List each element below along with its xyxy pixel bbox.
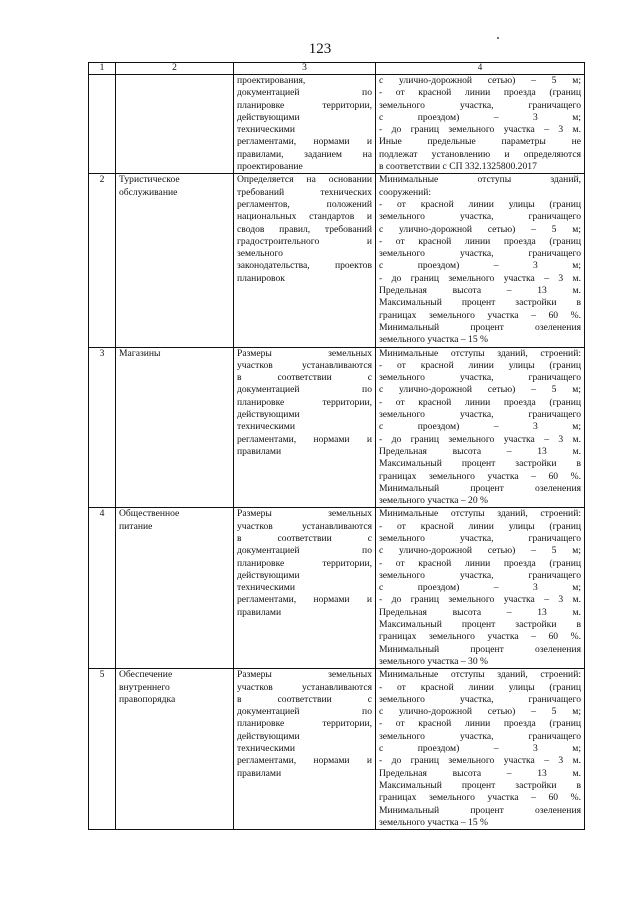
parameter-line: Максимальный процент застройки в: [379, 619, 581, 631]
parameter-line: земельного участка, граничащего: [379, 248, 581, 260]
parameter-line: с проездом) – 3 м;: [379, 111, 581, 123]
parameter-line: подлежат установлению и определяются: [379, 148, 581, 160]
use-type-name-line: обслуживание: [119, 186, 178, 198]
parcel-size-requirements: [234, 508, 376, 669]
parcel-size-line: планировке территории,: [237, 718, 372, 730]
parameter-line: с улично-дорожной сетью) – 5 м;: [379, 706, 581, 718]
parcel-size-line: техническими: [237, 743, 295, 755]
use-type-name-line: питание: [119, 520, 153, 532]
parameter-line: границах земельного участка – 60 %.: [379, 792, 581, 804]
table-row: [89, 75, 585, 174]
parcel-size-line: Размеры земельных: [237, 347, 372, 359]
parameter-line: - от красной линии проезда (границ: [379, 557, 581, 569]
parcel-size-requirements: [234, 669, 376, 830]
parameter-line: Максимальный процент застройки в: [379, 779, 581, 791]
use-type-name: [116, 508, 234, 669]
use-type-name-line: Магазины: [119, 347, 161, 359]
use-type-name: [116, 75, 234, 174]
parcel-size-line: техническими: [237, 124, 295, 136]
parameter-line: земельного участка, граничащего: [379, 569, 581, 581]
parcel-size-line: регламентами, нормами и: [237, 755, 372, 767]
header-col-4: 4: [376, 63, 585, 75]
parcel-size-line: требований технических: [237, 186, 372, 198]
building-parameters: [376, 669, 585, 830]
parameter-line: земельного участка – 15 %: [379, 816, 489, 828]
table-header-row: [89, 63, 585, 75]
parameter-line: земельного участка – 20 %: [379, 495, 489, 507]
parcel-size-line: правилами: [237, 767, 282, 779]
parcel-size-line: в соответствии с: [237, 372, 372, 384]
parameter-line: Минимальный процент озеленения: [379, 804, 581, 816]
parameter-line: - от красной линии проезда (границ: [379, 396, 581, 408]
parcel-size-requirements: [234, 174, 376, 347]
parameter-line: с улично-дорожной сетью) – 5 м;: [379, 545, 581, 557]
parcel-size-line: регламентами, нормами и: [237, 136, 372, 148]
building-parameters: [376, 508, 585, 669]
use-type-name-line: Обеспечение: [119, 669, 173, 681]
parcel-size-line: правилами: [237, 445, 282, 457]
parcel-size-line: участков устанавливаются: [237, 520, 372, 532]
parameter-line: земельного участка, граничащего: [379, 693, 581, 705]
parcel-size-line: земельного: [237, 248, 283, 260]
parcel-size-line: действующими: [237, 111, 300, 123]
building-parameters: [376, 174, 585, 347]
header-col-3: 3: [234, 63, 376, 75]
row-number: 2: [89, 174, 116, 347]
parameter-line: границах земельного участка – 60 %.: [379, 470, 581, 482]
parameter-line: границах земельного участка – 60 %.: [379, 309, 581, 321]
parameter-line: Минимальный процент озеленения: [379, 321, 581, 333]
parameter-line: Минимальный процент озеленения: [379, 482, 581, 494]
parcel-size-line: правилами: [237, 606, 282, 618]
building-parameters: [376, 347, 585, 508]
parameter-line: земельного участка, граничащего: [379, 409, 581, 421]
parcel-size-line: документацией по: [237, 384, 372, 396]
parcel-size-line: регламентов, положений: [237, 198, 372, 210]
parameter-line: земельного участка, граничащего: [379, 730, 581, 742]
parameter-line: в соответствии с СП 332.1325800.2017: [379, 161, 537, 173]
parameter-line: Максимальный процент застройки в: [379, 297, 581, 309]
parcel-size-line: участков устанавливаются: [237, 359, 372, 371]
zoning-table: [88, 62, 585, 830]
parameter-line: - от красной линии улицы (границ: [379, 198, 581, 210]
parcel-size-line: планировке территории,: [237, 557, 372, 569]
table-row: [89, 174, 585, 347]
parcel-size-line: законодательства, проектов: [237, 260, 372, 272]
use-type-name: [116, 347, 234, 508]
parcel-size-line: Размеры земельных: [237, 508, 372, 520]
row-number: 3: [89, 347, 116, 508]
parcel-size-line: национальных стандартов и: [237, 211, 372, 223]
scan-speck: [497, 37, 499, 39]
parcel-size-line: действующими: [237, 730, 300, 742]
parameter-line: - до границ земельного участка – 3 м.: [379, 124, 581, 136]
parcel-size-line: сводов правил, требований: [237, 223, 372, 235]
parameter-line: - до границ земельного участка – 3 м.: [379, 272, 581, 284]
parcel-size-line: документацией по: [237, 545, 372, 557]
parameter-line: Предельная высота – 13 м.: [379, 767, 581, 779]
parameter-line: - от красной линии улицы (границ: [379, 681, 581, 693]
building-parameters: [376, 75, 585, 174]
parameter-line: с проездом) – 3 м;: [379, 743, 581, 755]
use-type-name-line: Общественное: [119, 508, 180, 520]
parameter-line: - от красной линии проезда (границ: [379, 87, 581, 99]
parameter-line: Минимальные отступы зданий, строений:: [379, 347, 581, 359]
row-number: [89, 75, 116, 174]
use-type-name: [116, 174, 234, 347]
parameter-line: Минимальный процент озеленения: [379, 643, 581, 655]
parcel-size-line: участков устанавливаются: [237, 681, 372, 693]
parcel-size-line: правилами, заданием на: [237, 148, 372, 160]
parcel-size-line: планировок: [237, 272, 285, 284]
parameter-line: Предельная высота – 13 м.: [379, 445, 581, 457]
parcel-size-line: проектирования,: [237, 75, 306, 86]
use-type-name-line: внутреннего: [119, 681, 170, 693]
parameter-line: сооружений:: [379, 186, 432, 198]
parcel-size-line: документацией по: [237, 706, 372, 718]
parameter-line: - от красной линии улицы (границ: [379, 520, 581, 532]
parcel-size-line: проектирование: [237, 161, 303, 173]
parameter-line: Минимальные отступы зданий, строений:: [379, 669, 581, 681]
parameter-line: с проездом) – 3 м;: [379, 582, 581, 594]
parameter-line: земельного участка, граничащего: [379, 211, 581, 223]
parcel-size-line: регламентами, нормами и: [237, 433, 372, 445]
parameter-line: Иные предельные параметры не: [379, 136, 581, 148]
parameter-line: - от красной линии проезда (границ: [379, 235, 581, 247]
parameter-line: Минимальные отступы зданий,: [379, 174, 581, 186]
parcel-size-line: документацией по: [237, 87, 372, 99]
parameter-line: - от красной линии улицы (границ: [379, 359, 581, 371]
row-number: 4: [89, 508, 116, 669]
parameter-line: земельного участка, граничащего: [379, 532, 581, 544]
table-body: [89, 63, 585, 830]
parameter-line: Предельная высота – 13 м.: [379, 606, 581, 618]
parcel-size-line: градостроительного и: [237, 235, 372, 247]
use-type-name-line: правопорядка: [119, 693, 176, 705]
parcel-size-line: действующими: [237, 409, 300, 421]
parameter-line: с улично-дорожной сетью) – 5 м;: [379, 223, 581, 235]
parameter-line: границах земельного участка – 60 %.: [379, 631, 581, 643]
parcel-size-line: Определяется на основании: [237, 174, 372, 186]
table-row: [89, 669, 585, 830]
parcel-size-line: Размеры земельных: [237, 669, 372, 681]
table-row: [89, 347, 585, 508]
use-type-name: [116, 669, 234, 830]
parameter-line: с улично-дорожной сетью) – 5 м;: [379, 384, 581, 396]
parcel-size-line: техническими: [237, 582, 295, 594]
parameter-line: Минимальные отступы зданий, строений:: [379, 508, 581, 520]
parcel-size-line: в соответствии с: [237, 693, 372, 705]
header-col-2: 2: [116, 63, 234, 75]
parameter-line: земельного участка – 15 %: [379, 334, 489, 346]
parameter-line: земельного участка – 30 %: [379, 655, 489, 667]
page-number: 123: [308, 41, 332, 57]
parameter-line: земельного участка, граничащего: [379, 372, 581, 384]
parameter-line: - до границ земельного участка – 3 м.: [379, 755, 581, 767]
parameter-line: земельного участка, граничащего: [379, 99, 581, 111]
parcel-size-line: регламентами, нормами и: [237, 594, 372, 606]
parameter-line: с улично-дорожной сетью) – 5 м;: [379, 75, 581, 86]
parameter-line: - от красной линии проезда (границ: [379, 718, 581, 730]
parameter-line: Предельная высота – 13 м.: [379, 285, 581, 297]
parameter-line: - до границ земельного участка – 3 м.: [379, 594, 581, 606]
parameter-line: с проездом) – 3 м;: [379, 421, 581, 433]
parcel-size-line: планировке территории,: [237, 99, 372, 111]
parcel-size-line: в соответствии с: [237, 532, 372, 544]
parameter-line: Максимальный процент застройки в: [379, 458, 581, 470]
header-col-1: 1: [89, 63, 116, 75]
parcel-size-requirements: [234, 75, 376, 174]
parcel-size-requirements: [234, 347, 376, 508]
parameter-line: - до границ земельного участка – 3 м.: [379, 433, 581, 445]
table-row: [89, 508, 585, 669]
parcel-size-line: планировке территории,: [237, 396, 372, 408]
parcel-size-line: действующими: [237, 569, 300, 581]
use-type-name-line: Туристическое: [119, 174, 180, 186]
parcel-size-line: техническими: [237, 421, 295, 433]
parameter-line: с проездом) – 3 м;: [379, 260, 581, 272]
row-number: 5: [89, 669, 116, 830]
